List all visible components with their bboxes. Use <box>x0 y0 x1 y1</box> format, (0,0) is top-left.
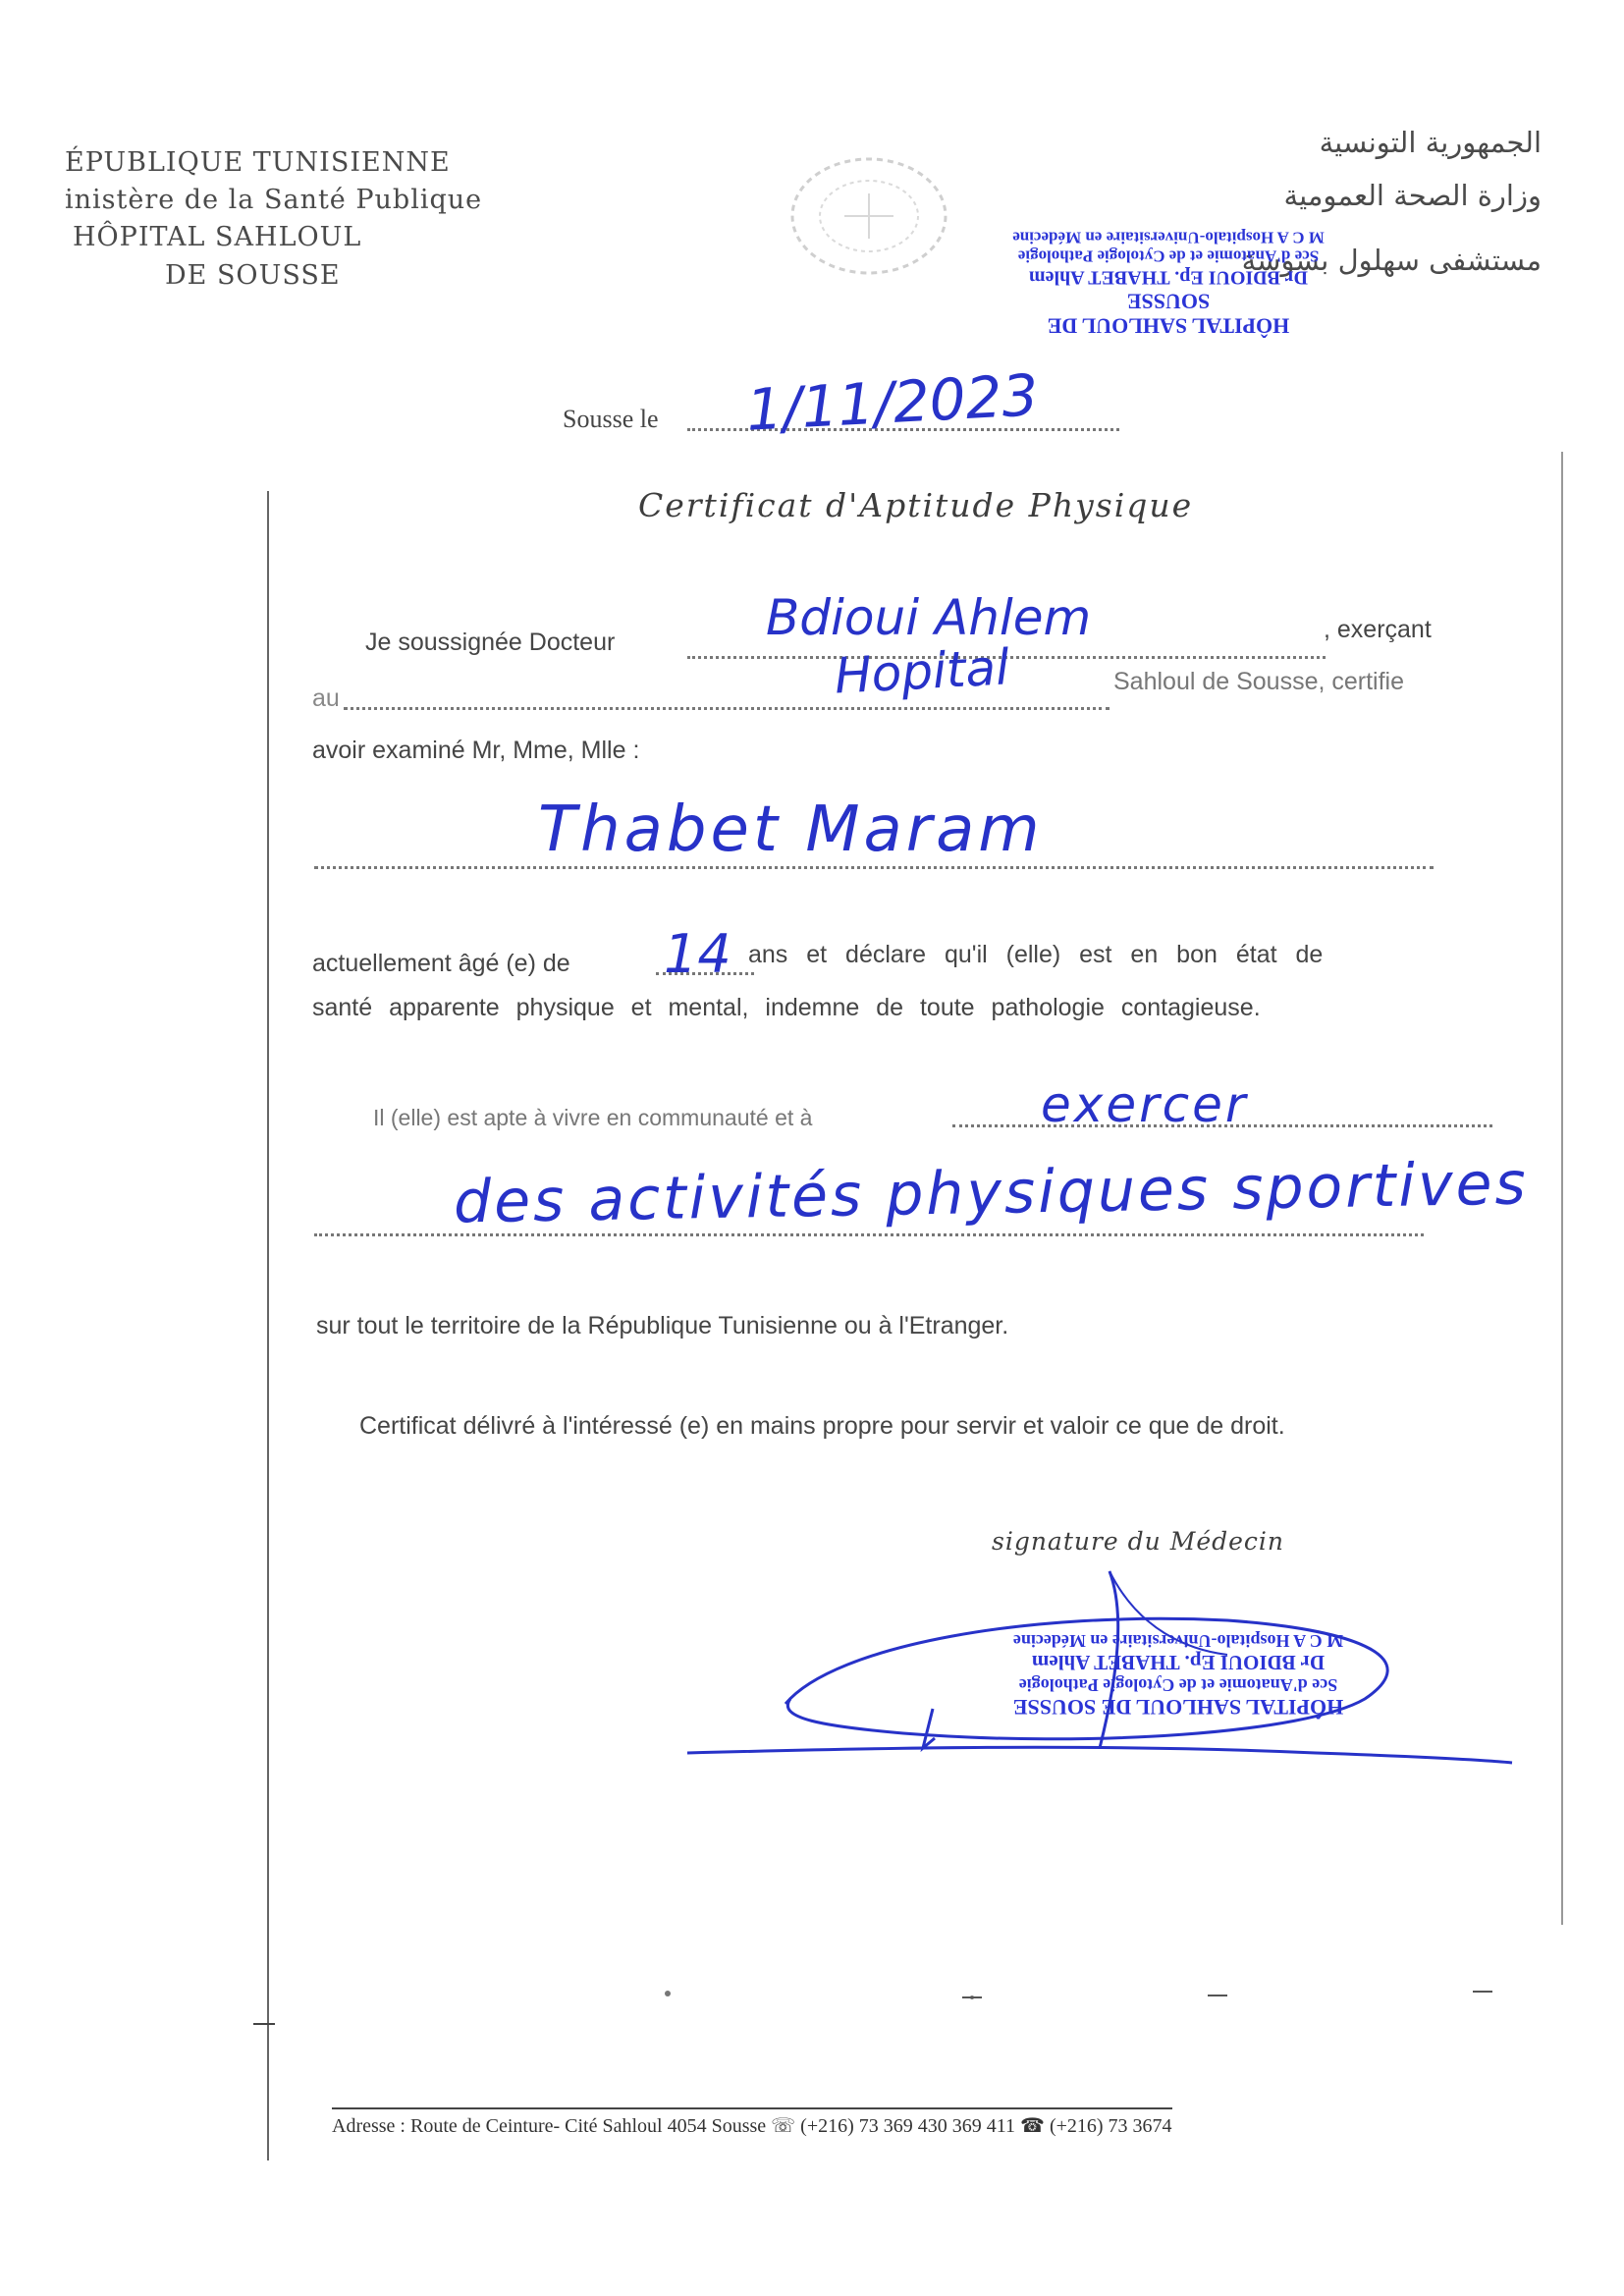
signature-label: signature du Médecin <box>992 1527 1285 1556</box>
left-margin-line <box>267 491 269 2160</box>
stamp-top <box>1006 228 1330 339</box>
header-ar-line3: مستشفى سهلول بسوسة <box>1241 244 1542 277</box>
header-ar-line2: وزارة الصحة العمومية <box>1283 179 1542 212</box>
age-suffix: ans et déclare qu'il (elle) est en bon état de <box>748 941 1324 968</box>
stamp-top-line3: Sce d'Anatomie et de Cytologie Pathologie <box>1017 247 1320 267</box>
exercant-text: , exerçant <box>1324 616 1432 643</box>
signature-scribble-icon <box>677 1552 1522 1787</box>
doctor-label: Je soussignée Docteur <box>365 629 616 656</box>
place-suffix: Sahloul de Sousse, certifie <box>1113 668 1405 695</box>
apte-value: exercer <box>1041 1076 1249 1133</box>
territory-text: sur tout le territoire de la République Tunisienne ou à l'Etranger. <box>316 1312 1009 1339</box>
scan-specks-icon <box>628 1974 1512 2013</box>
apte-prefix: Il (elle) est apte à vivre en communauté et à <box>373 1105 813 1130</box>
header-ar-line1: الجمهورية التونسية <box>1319 126 1542 159</box>
stamp-top-line2: Dr BDIOUI Ep. THABET Ahlem <box>1029 267 1308 290</box>
embossed-seal-icon <box>785 152 952 280</box>
patient-value: Thabet Maram <box>538 793 1044 866</box>
patient-dots <box>314 866 1434 869</box>
stamp-top-line4: M C A Hospitalo-Universitaire en Médecine <box>1012 228 1325 247</box>
date-label: Sousse le <box>563 405 659 433</box>
place-dots <box>344 707 1110 710</box>
delivered-text: Certificat délivré à l'intéressé (e) en mains propre pour servir et valoir ce que de droit. <box>359 1412 1285 1440</box>
activity-value: des activités physiques sportives <box>453 1149 1530 1237</box>
stamp-top-line1: HÔPITAL SAHLOUL DE SOUSSE <box>1047 289 1290 339</box>
health-line: santé apparente physique et mental, indemne de toute pathologie contagieuse. <box>312 994 1261 1021</box>
stamp-bottom-line3: Dr BDIOUI Ep. THABET Ahlem <box>1031 1650 1326 1674</box>
footer-address: Adresse : Route de Ceinture- Cité Sahloul 4054 Sousse ☏ (+216) 73 369 430 369 411 ☎ (+216) 73 3674 <box>332 2107 1172 2138</box>
page-title: Certificat d'Aptitude Physique <box>638 486 1194 524</box>
header-fr-line3: HÔPITAL SAHLOUL <box>73 222 362 252</box>
header-fr-line4: DE SOUSSE <box>165 260 341 291</box>
age-prefix: actuellement âgé (e) de <box>312 950 570 977</box>
age-value: 14 <box>664 923 731 985</box>
place-value: Hopital <box>833 638 1011 705</box>
date-value: 1/11/2023 <box>744 361 1040 444</box>
header-fr-line2: inistère de la Santé Publique <box>65 185 483 215</box>
doctor-value: Bdioui Ahlem <box>766 589 1092 646</box>
margin-tick <box>253 2023 275 2025</box>
au-label: au <box>312 684 340 712</box>
examined-text: avoir examiné Mr, Mme, Mlle : <box>312 737 640 764</box>
right-margin-line <box>1561 452 1563 1925</box>
stamp-bottom-line4: M C A Hospitalo-Universitaire en Médecine <box>1012 1630 1344 1651</box>
stamp-bottom-line2: Sce d'Anatomie et de Cytologie Pathologie <box>1018 1674 1338 1695</box>
header-fr-line1: ÉPUBLIQUE TUNISIENNE <box>65 147 451 178</box>
stamp-bottom-line1: HÔPITAL SAHLOUL DE SOUSSE <box>1012 1694 1344 1720</box>
